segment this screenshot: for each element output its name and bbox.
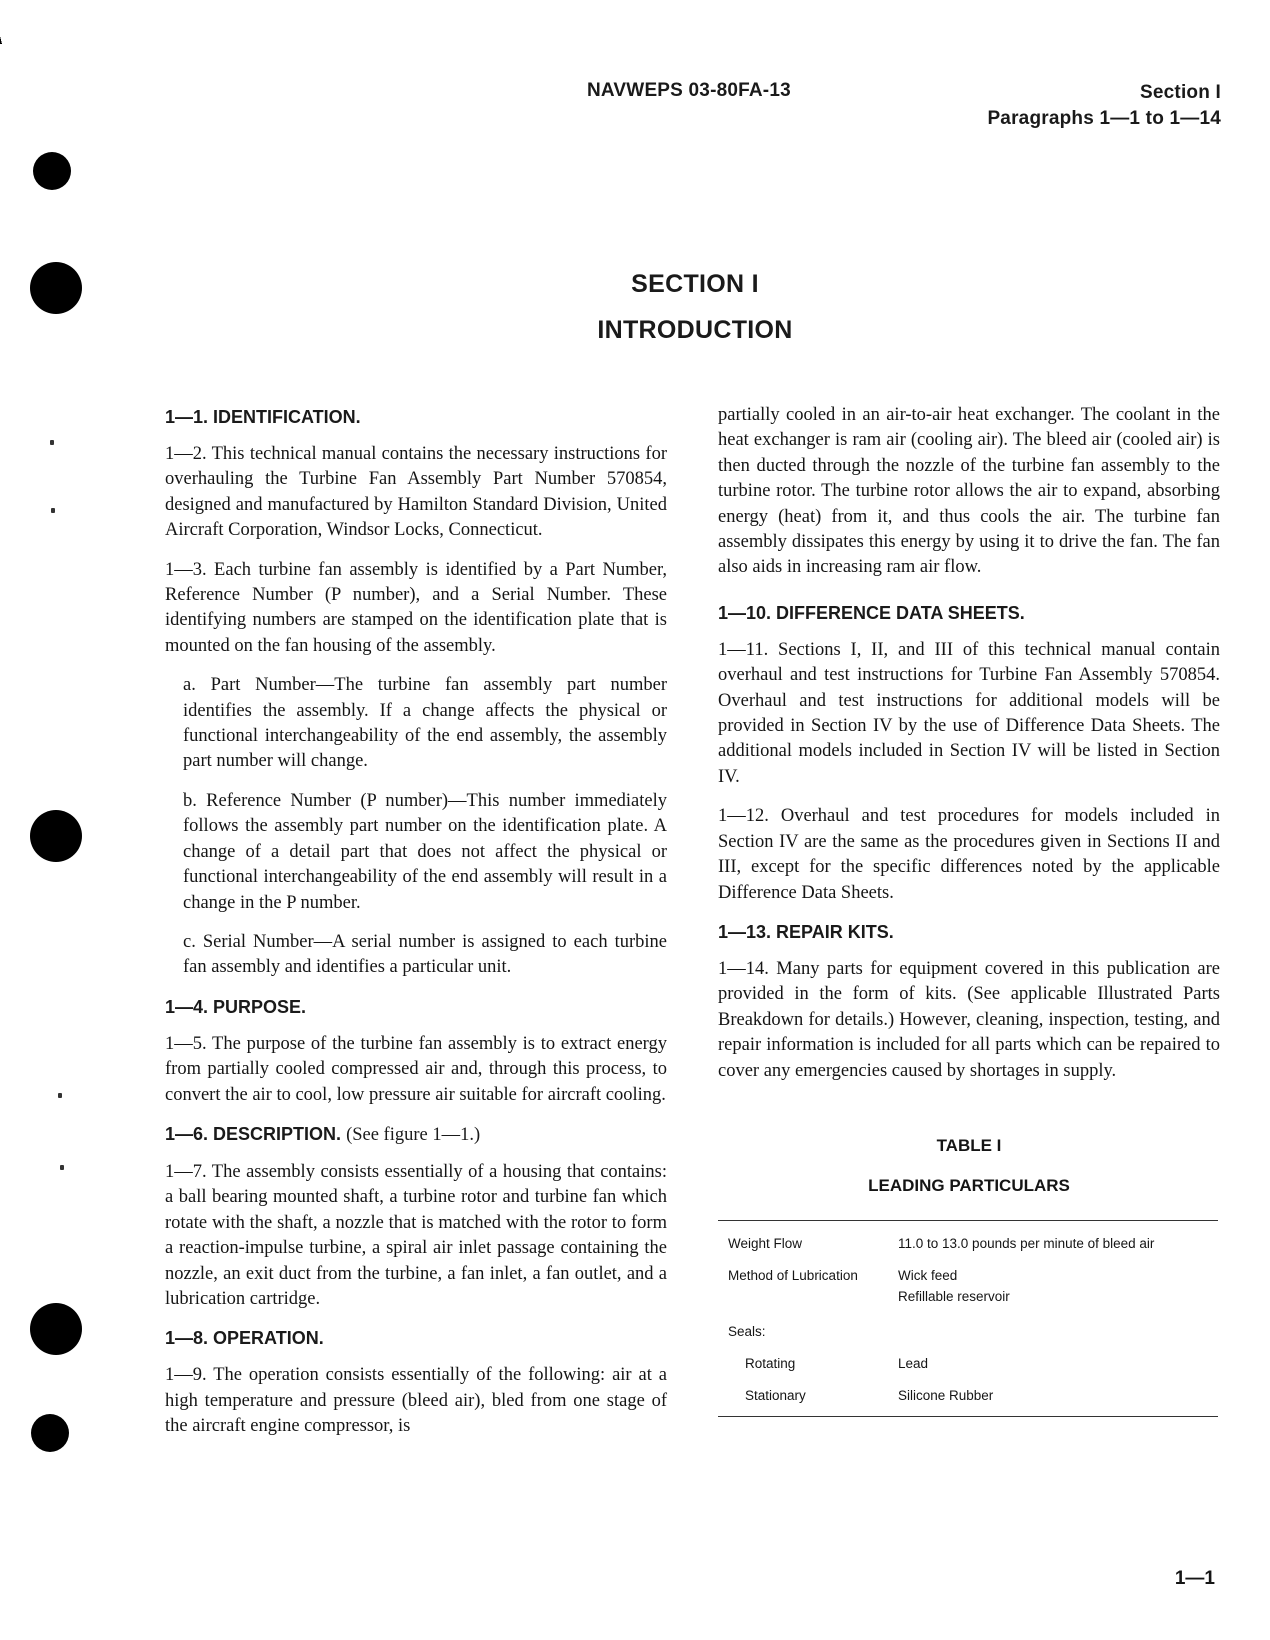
table-row-value (898, 1265, 1218, 1307)
right-column (718, 403, 1220, 1417)
page-number: 1—1 (1174, 1568, 1215, 1589)
table-value-line: Silicone Rubber (898, 1387, 994, 1403)
section-name: INTRODUCTION (597, 316, 793, 344)
table-title: TABLE I (936, 1135, 1002, 1155)
table-row-value (898, 1353, 1218, 1374)
section-title: SECTION I (631, 270, 759, 298)
table-value-line: Refillable reservoir (898, 1288, 1010, 1304)
heading-description (165, 1122, 667, 1148)
paragraph-1-5: 1—5. The purpose of the turbine fan assembly is to extract energy from partially cooled compressed air and, through this process, to convert the air to cool, low pressure air suitable for aircraft cooling. (165, 1033, 667, 1105)
paragraph-1-9-continued: partially cooled in an air-to-air heat exchanger. The coolant in the heat exchanger is ram air (cooling air). The bleed air (cooled air) is then ducted through the nozzle of the turbine fan assembly to the turbine rotor. The turbine rotor allows the air to expand, absorbing energy (heat) from it, and thus cools the air. The turbine fan assembly dissipates this energy by using it to drive the fan. The fan also aids in increasing ram air flow. (718, 405, 1220, 578)
scan-corner-mark (0, 0, 14, 44)
figure-reference: (See figure 1—1.) (346, 1124, 481, 1145)
scan-speck (60, 1165, 64, 1170)
table-row (718, 1385, 1218, 1406)
table-row (718, 1265, 1218, 1307)
table-row-label: Seals: (728, 1323, 766, 1339)
paragraph-a: a. Part Number—The turbine fan assembly part number identifies the assembly. If a change affects the physical or functional interchangeability of the end assembly, the assembly part number will change. (183, 675, 667, 772)
binder-hole (33, 152, 71, 190)
paragraph-1-3: 1—3. Each turbine fan assembly is identified by a Part Number, Reference Number (P number), and a Serial Number. These identifying numbers are stamped on the identification plate that is mounted on the fan housing of the assembly. (165, 559, 667, 656)
table-row-value (898, 1321, 1218, 1342)
table-row (718, 1353, 1218, 1374)
scan-speck (58, 1093, 62, 1098)
table-value-line: 11.0 to 13.0 pounds per minute of bleed air (898, 1235, 1155, 1251)
binder-hole (31, 1414, 69, 1452)
scan-speck (50, 440, 54, 445)
paragraph-1-11: 1—11. Sections I, II, and III of this technical manual contain overhaul and test instructions for Turbine Fan Assembly 570854. Overhaul and test instructions for additional models will be provided in Section IV by the use of Difference Data Sheets. The additional models included in Section IV will be listed in Section IV. (718, 639, 1220, 787)
heading-description-text: 1—6. DESCRIPTION. (165, 1123, 342, 1144)
table-row-value (898, 1233, 1218, 1254)
table-value-line: Lead (898, 1355, 929, 1371)
binder-hole (30, 810, 82, 862)
paragraph-1-14: 1—14. Many parts for equipment covered in this publication are provided in the form of kits. (See applicable Illustrated Parts Breakdown for details.) However, cleaning, inspection, testing, and repair information is included for all parts which can be repaired to cover any emergencies caused by shortages in supply. (718, 958, 1220, 1081)
paragraph-1-12: 1—12. Overhaul and test procedures for models included in Section IV are the same as the procedures given in Sections II and III, except for the specific differences noted by the applicable Difference Data Sheets. (718, 806, 1220, 903)
table-row-label: Rotating (745, 1355, 796, 1371)
paragraph-1-7: 1—7. The assembly consists essentially of a housing that contains: a ball bearing mounted shaft, a turbine rotor and turbine fan which rotate with the shaft, a nozzle that is matched with the rotor to form a reaction-impulse turbine, a spiral air inlet passage containing the nozzle, an exit duct from the turbine, a fan inlet, a fan outlet, and a lubrication cartridge. (165, 1161, 667, 1309)
paragraph-1-2: 1—2. This technical manual contains the necessary instructions for overhauling the Turbine Fan Assembly Part Number 570854, designed and manufactured by Hamilton Standard Division, United Aircraft Corporation, Windsor Locks, Connecticut. (165, 444, 667, 541)
heading-purpose: 1—4. PURPOSE. (165, 996, 307, 1017)
scan-speck (51, 508, 55, 513)
paragraph-c: c. Serial Number—A serial number is assigned to each turbine fan assembly and identifies a particular unit. (183, 931, 667, 978)
leading-particulars-table (718, 1220, 1218, 1417)
heading-difference-data-sheets: 1—10. DIFFERENCE DATA SHEETS. (718, 602, 1025, 623)
binder-hole (30, 1303, 82, 1355)
table-row-value (898, 1385, 1218, 1406)
running-header-right (987, 80, 1221, 132)
table-value-line: Wick feed (898, 1267, 958, 1283)
heading-operation: 1—8. OPERATION. (165, 1328, 324, 1349)
paragraph-b: b. Reference Number (P number)—This number immediately follows the assembly part number on the identification plate. A change of a detail part that does not affect the physical or functional interchangeability of the end assembly will result in a change in the P number. (183, 790, 667, 913)
heading-identification: 1—1. IDENTIFICATION. (165, 407, 361, 427)
header-section: Section I (1140, 82, 1221, 103)
document-number: NAVWEPS 03-80FA-13 (587, 80, 791, 101)
left-column (165, 405, 667, 1454)
paragraph-1-9: 1—9. The operation consists essentially of the following: air at a high temperature and pressure (bleed air), bled from one stage of the aircraft engine compressor, is (165, 1365, 667, 1437)
table-row (718, 1233, 1218, 1254)
header-paragraphs: Paragraphs 1—1 to 1—14 (987, 108, 1221, 129)
table-subtitle: LEADING PARTICULARS (868, 1175, 1070, 1195)
table-row-label: Stationary (745, 1387, 806, 1403)
table-row-label: Method of Lubrication (728, 1267, 858, 1283)
table-row-label: Weight Flow (728, 1235, 803, 1251)
heading-repair-kits: 1—13. REPAIR KITS. (718, 921, 894, 942)
table-row (718, 1321, 1218, 1342)
